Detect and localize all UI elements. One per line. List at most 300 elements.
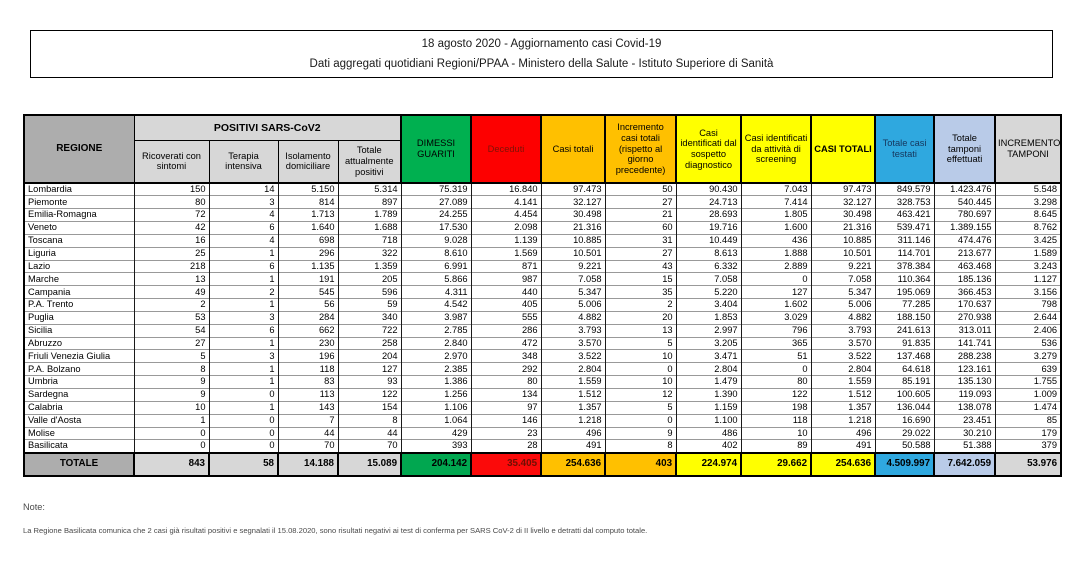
value-cell: 146 (471, 414, 541, 427)
value-cell: 2.889 (741, 260, 811, 273)
value-cell: 241.613 (875, 324, 934, 337)
table-row (24, 247, 1061, 260)
value-cell: 28.693 (676, 209, 741, 222)
value-cell: 10 (741, 427, 811, 440)
value-cell: 191 (278, 273, 338, 286)
value-cell: 30.210 (934, 427, 995, 440)
value-cell: 1 (209, 299, 278, 312)
total-value-cell: 14.188 (278, 453, 338, 476)
region-name: Lazio (24, 260, 134, 273)
value-cell: 436 (741, 234, 811, 247)
value-cell: 10.501 (811, 247, 875, 260)
value-cell: 1.559 (811, 376, 875, 389)
value-cell: 1.064 (401, 414, 471, 427)
value-cell: 21.316 (541, 222, 605, 235)
value-cell: 6 (209, 324, 278, 337)
value-cell: 0 (209, 440, 278, 453)
value-cell: 1.106 (401, 401, 471, 414)
table-row (24, 196, 1061, 209)
table-body (24, 183, 1061, 476)
table-row (24, 401, 1061, 414)
table-row (24, 222, 1061, 235)
value-cell: 5.347 (811, 286, 875, 299)
value-cell: 4.454 (471, 209, 541, 222)
value-cell: 1 (209, 376, 278, 389)
table-row (24, 209, 1061, 222)
value-cell: 137.468 (875, 350, 934, 363)
total-value-cell: 58 (209, 453, 278, 476)
col-header-totale-casi-testati: Totale casi testati (875, 115, 934, 183)
table-row (24, 299, 1061, 312)
value-cell: 143 (278, 401, 338, 414)
value-cell: 198 (741, 401, 811, 414)
col-header-terapia-intensiva: Terapia intensiva (209, 140, 278, 183)
report-header-box (30, 30, 1053, 78)
value-cell: 10.501 (541, 247, 605, 260)
value-cell: 64.618 (875, 363, 934, 376)
value-cell: 3.471 (676, 350, 741, 363)
value-cell: 16.690 (875, 414, 934, 427)
value-cell: 2.804 (541, 363, 605, 376)
value-cell: 141.741 (934, 337, 995, 350)
value-cell: 286 (471, 324, 541, 337)
value-cell: 5.314 (338, 183, 401, 196)
value-cell: 8.645 (995, 209, 1061, 222)
value-cell: 405 (471, 299, 541, 312)
value-cell: 24.713 (676, 196, 741, 209)
value-cell: 440 (471, 286, 541, 299)
value-cell: 6.332 (676, 260, 741, 273)
value-cell: 17.530 (401, 222, 471, 235)
value-cell: 536 (995, 337, 1061, 350)
value-cell: 3.425 (995, 234, 1061, 247)
value-cell: 30.498 (811, 209, 875, 222)
value-cell: 491 (541, 440, 605, 453)
table-row (24, 363, 1061, 376)
value-cell: 1.386 (401, 376, 471, 389)
value-cell: 127 (338, 363, 401, 376)
value-cell: 0 (209, 414, 278, 427)
value-cell: 100.605 (875, 389, 934, 402)
value-cell: 5.220 (676, 286, 741, 299)
value-cell: 114.701 (875, 247, 934, 260)
value-cell: 0 (605, 414, 676, 427)
value-cell: 127 (741, 286, 811, 299)
value-cell: 9 (134, 376, 209, 389)
value-cell: 28 (471, 440, 541, 453)
value-cell: 29.022 (875, 427, 934, 440)
value-cell: 1.390 (676, 389, 741, 402)
value-cell: 1.512 (541, 389, 605, 402)
value-cell: 1.713 (278, 209, 338, 222)
value-cell: 170.637 (934, 299, 995, 312)
col-header-incremento-tamponi: INCREMENTO TAMPONI (995, 115, 1061, 183)
value-cell: 10.885 (811, 234, 875, 247)
value-cell: 118 (278, 363, 338, 376)
value-cell: 1.218 (541, 414, 605, 427)
value-cell: 5 (134, 350, 209, 363)
value-cell: 80 (134, 196, 209, 209)
value-cell: 3 (209, 311, 278, 324)
table-row (24, 337, 1061, 350)
table-row (24, 234, 1061, 247)
value-cell: 27 (605, 247, 676, 260)
value-cell: 23.451 (934, 414, 995, 427)
region-name: Campania (24, 286, 134, 299)
notes-section (23, 502, 647, 535)
value-cell: 0 (134, 427, 209, 440)
value-cell: 402 (676, 440, 741, 453)
value-cell: 539.471 (875, 222, 934, 235)
value-cell: 30.498 (541, 209, 605, 222)
value-cell: 122 (741, 389, 811, 402)
value-cell: 31 (605, 234, 676, 247)
value-cell: 1 (209, 273, 278, 286)
region-name: Piemonte (24, 196, 134, 209)
value-cell: 2.644 (995, 311, 1061, 324)
value-cell: 2.804 (811, 363, 875, 376)
col-header-casi-totali-upper: CASI TOTALI (811, 115, 875, 183)
value-cell: 204 (338, 350, 401, 363)
notes-heading: Note: (23, 502, 45, 512)
value-cell: 871 (471, 260, 541, 273)
value-cell: 6 (209, 222, 278, 235)
value-cell: 93 (338, 376, 401, 389)
value-cell: 110.364 (875, 273, 934, 286)
value-cell: 91.835 (875, 337, 934, 350)
col-header-incremento-casi-totali: Incremento casi totali (rispetto al giorno precedente) (605, 115, 676, 183)
value-cell: 230 (278, 337, 338, 350)
value-cell: 1.474 (995, 401, 1061, 414)
value-cell: 3.298 (995, 196, 1061, 209)
report-subtitle: Dati aggregati quotidiani Regioni/PPAA - Ministero della Salute - Istituto Superiore di Sanità (309, 57, 774, 70)
value-cell: 0 (605, 363, 676, 376)
value-cell: 288.238 (934, 350, 995, 363)
total-value-cell: 254.636 (811, 453, 875, 476)
region-name: Liguria (24, 247, 134, 260)
value-cell: 718 (338, 234, 401, 247)
region-name: Calabria (24, 401, 134, 414)
table-row (24, 389, 1061, 402)
value-cell: 118 (741, 414, 811, 427)
value-cell: 1.009 (995, 389, 1061, 402)
value-cell: 798 (995, 299, 1061, 312)
value-cell: 296 (278, 247, 338, 260)
value-cell: 185.136 (934, 273, 995, 286)
value-cell: 89 (741, 440, 811, 453)
col-group-positivi-sars-cov2: POSITIVI SARS-CoV2 (134, 115, 401, 140)
value-cell: 3.279 (995, 350, 1061, 363)
value-cell: 2.840 (401, 337, 471, 350)
table-row (24, 376, 1061, 389)
value-cell: 3.522 (811, 350, 875, 363)
total-value-cell: 15.089 (338, 453, 401, 476)
value-cell: 6.991 (401, 260, 471, 273)
value-cell: 1.789 (338, 209, 401, 222)
value-cell: 218 (134, 260, 209, 273)
region-name: Sicilia (24, 324, 134, 337)
value-cell: 2.385 (401, 363, 471, 376)
value-cell: 1.512 (811, 389, 875, 402)
value-cell: 196 (278, 350, 338, 363)
table-row (24, 311, 1061, 324)
value-cell: 1.688 (338, 222, 401, 235)
value-cell: 5.347 (541, 286, 605, 299)
region-name: Puglia (24, 311, 134, 324)
total-value-cell: 254.636 (541, 453, 605, 476)
value-cell: 1 (209, 401, 278, 414)
value-cell: 474.476 (934, 234, 995, 247)
value-cell: 32.127 (811, 196, 875, 209)
value-cell: 313.011 (934, 324, 995, 337)
region-name: Emilia-Romagna (24, 209, 134, 222)
value-cell: 3.029 (741, 311, 811, 324)
value-cell: 5.150 (278, 183, 338, 196)
total-row (24, 453, 1061, 476)
value-cell: 1.600 (741, 222, 811, 235)
region-name: Lombardia (24, 183, 134, 196)
value-cell: 51.388 (934, 440, 995, 453)
value-cell: 83 (278, 376, 338, 389)
value-cell: 9 (134, 389, 209, 402)
value-cell: 27 (134, 337, 209, 350)
value-cell: 138.078 (934, 401, 995, 414)
total-value-cell: 7.642.059 (934, 453, 995, 476)
total-value-cell: 35.405 (471, 453, 541, 476)
value-cell: 1.256 (401, 389, 471, 402)
col-header-ricoverati-con-sintomi: Ricoverati con sintomi (134, 140, 209, 183)
value-cell: 1.888 (741, 247, 811, 260)
value-cell: 2.785 (401, 324, 471, 337)
value-cell: 1 (209, 337, 278, 350)
region-name: Molise (24, 427, 134, 440)
value-cell: 698 (278, 234, 338, 247)
value-cell: 13 (605, 324, 676, 337)
value-cell: 70 (278, 440, 338, 453)
value-cell: 25 (134, 247, 209, 260)
value-cell: 10 (605, 350, 676, 363)
value-cell: 4.542 (401, 299, 471, 312)
value-cell: 44 (278, 427, 338, 440)
value-cell: 4.141 (471, 196, 541, 209)
value-cell: 7.058 (676, 273, 741, 286)
value-cell: 154 (338, 401, 401, 414)
value-cell: 85 (995, 414, 1061, 427)
value-cell: 70 (338, 440, 401, 453)
value-cell: 393 (401, 440, 471, 453)
value-cell: 1.389.155 (934, 222, 995, 235)
value-cell: 3.404 (676, 299, 741, 312)
value-cell: 3.793 (541, 324, 605, 337)
value-cell: 50.588 (875, 440, 934, 453)
col-header-casi-totali: Casi totali (541, 115, 605, 183)
value-cell: 4 (209, 234, 278, 247)
region-name: Friuli Venezia Giulia (24, 350, 134, 363)
value-cell: 0 (209, 389, 278, 402)
region-name: P.A. Bolzano (24, 363, 134, 376)
value-cell: 77.285 (875, 299, 934, 312)
value-cell: 90.430 (676, 183, 741, 196)
value-cell: 1.423.476 (934, 183, 995, 196)
total-label: TOTALE (24, 453, 134, 476)
value-cell: 27.089 (401, 196, 471, 209)
value-cell: 1.589 (995, 247, 1061, 260)
report-title: 18 agosto 2020 - Aggiornamento casi Covid-19 (421, 38, 662, 51)
region-name: Basilicata (24, 440, 134, 453)
table-row (24, 260, 1061, 273)
value-cell: 4 (209, 209, 278, 222)
value-cell: 13 (134, 273, 209, 286)
table-row (24, 440, 1061, 453)
value-cell: 27 (605, 196, 676, 209)
value-cell: 7.058 (541, 273, 605, 286)
value-cell: 113 (278, 389, 338, 402)
col-header-totale-attualmente-positivi: Totale attualmente positivi (338, 140, 401, 183)
value-cell: 366.453 (934, 286, 995, 299)
value-cell: 284 (278, 311, 338, 324)
value-cell: 5 (605, 337, 676, 350)
value-cell: 1.569 (471, 247, 541, 260)
value-cell: 21 (605, 209, 676, 222)
value-cell: 1 (209, 363, 278, 376)
value-cell: 1.853 (676, 311, 741, 324)
value-cell: 20 (605, 311, 676, 324)
value-cell: 540.445 (934, 196, 995, 209)
value-cell: 97.473 (811, 183, 875, 196)
value-cell: 80 (471, 376, 541, 389)
value-cell: 258 (338, 337, 401, 350)
value-cell: 8 (338, 414, 401, 427)
value-cell: 1.139 (471, 234, 541, 247)
value-cell: 849.579 (875, 183, 934, 196)
region-name: Veneto (24, 222, 134, 235)
value-cell: 496 (811, 427, 875, 440)
value-cell: 213.677 (934, 247, 995, 260)
value-cell: 3.793 (811, 324, 875, 337)
value-cell: 722 (338, 324, 401, 337)
value-cell: 1.359 (338, 260, 401, 273)
value-cell: 85.191 (875, 376, 934, 389)
value-cell: 23 (471, 427, 541, 440)
value-cell: 14 (209, 183, 278, 196)
total-value-cell: 403 (605, 453, 676, 476)
value-cell: 10 (605, 376, 676, 389)
total-value-cell: 53.976 (995, 453, 1061, 476)
value-cell: 1.357 (811, 401, 875, 414)
value-cell: 7 (278, 414, 338, 427)
table-row (24, 273, 1061, 286)
col-header-regione: REGIONE (24, 115, 134, 183)
table-row (24, 286, 1061, 299)
value-cell: 7.414 (741, 196, 811, 209)
value-cell: 1.135 (278, 260, 338, 273)
region-name: Sardegna (24, 389, 134, 402)
value-cell: 10.449 (676, 234, 741, 247)
value-cell: 135.130 (934, 376, 995, 389)
value-cell: 188.150 (875, 311, 934, 324)
value-cell: 2 (134, 299, 209, 312)
total-value-cell: 204.142 (401, 453, 471, 476)
value-cell: 814 (278, 196, 338, 209)
value-cell: 348 (471, 350, 541, 363)
region-name: Abruzzo (24, 337, 134, 350)
value-cell: 1.218 (811, 414, 875, 427)
value-cell: 0 (209, 427, 278, 440)
value-cell: 0 (134, 440, 209, 453)
value-cell: 2 (605, 299, 676, 312)
value-cell: 32.127 (541, 196, 605, 209)
value-cell: 9.221 (811, 260, 875, 273)
value-cell: 97.473 (541, 183, 605, 196)
value-cell: 365 (741, 337, 811, 350)
value-cell: 19.716 (676, 222, 741, 235)
value-cell: 15 (605, 273, 676, 286)
total-value-cell: 4.509.997 (875, 453, 934, 476)
value-cell: 59 (338, 299, 401, 312)
region-name: Umbria (24, 376, 134, 389)
value-cell: 545 (278, 286, 338, 299)
value-cell: 1.805 (741, 209, 811, 222)
col-header-casi-sospetto-diagnostico: Casi identificati dal sospetto diagnostico (676, 115, 741, 183)
value-cell: 3 (209, 196, 278, 209)
value-cell: 134 (471, 389, 541, 402)
value-cell: 639 (995, 363, 1061, 376)
value-cell: 3.570 (811, 337, 875, 350)
value-cell: 2 (209, 286, 278, 299)
total-value-cell: 224.974 (676, 453, 741, 476)
value-cell: 4.882 (811, 311, 875, 324)
value-cell: 4.311 (401, 286, 471, 299)
value-cell: 4.882 (541, 311, 605, 324)
col-header-isolamento-domiciliare: Isolamento domiciliare (278, 140, 338, 183)
value-cell: 8.610 (401, 247, 471, 260)
value-cell: 35 (605, 286, 676, 299)
value-cell: 49 (134, 286, 209, 299)
value-cell: 9.221 (541, 260, 605, 273)
value-cell: 2.406 (995, 324, 1061, 337)
value-cell: 292 (471, 363, 541, 376)
value-cell: 205 (338, 273, 401, 286)
value-cell: 123.161 (934, 363, 995, 376)
value-cell: 8 (134, 363, 209, 376)
value-cell: 44 (338, 427, 401, 440)
value-cell: 596 (338, 286, 401, 299)
value-cell: 12 (605, 389, 676, 402)
value-cell: 662 (278, 324, 338, 337)
col-header-deceduti: Deceduti (471, 115, 541, 183)
value-cell: 51 (741, 350, 811, 363)
region-name: Valle d'Aosta (24, 414, 134, 427)
value-cell: 5.866 (401, 273, 471, 286)
value-cell: 3.243 (995, 260, 1061, 273)
value-cell: 796 (741, 324, 811, 337)
value-cell: 97 (471, 401, 541, 414)
col-header-totale-tamponi: Totale tamponi effettuati (934, 115, 995, 183)
value-cell: 780.697 (934, 209, 995, 222)
total-value-cell: 29.662 (741, 453, 811, 476)
value-cell: 472 (471, 337, 541, 350)
value-cell: 195.069 (875, 286, 934, 299)
value-cell: 378.384 (875, 260, 934, 273)
covid-data-table (23, 114, 1062, 477)
value-cell: 1 (134, 414, 209, 427)
value-cell: 496 (541, 427, 605, 440)
value-cell: 1.127 (995, 273, 1061, 286)
value-cell: 3.570 (541, 337, 605, 350)
value-cell: 9 (605, 427, 676, 440)
value-cell: 0 (741, 363, 811, 376)
value-cell: 10 (134, 401, 209, 414)
